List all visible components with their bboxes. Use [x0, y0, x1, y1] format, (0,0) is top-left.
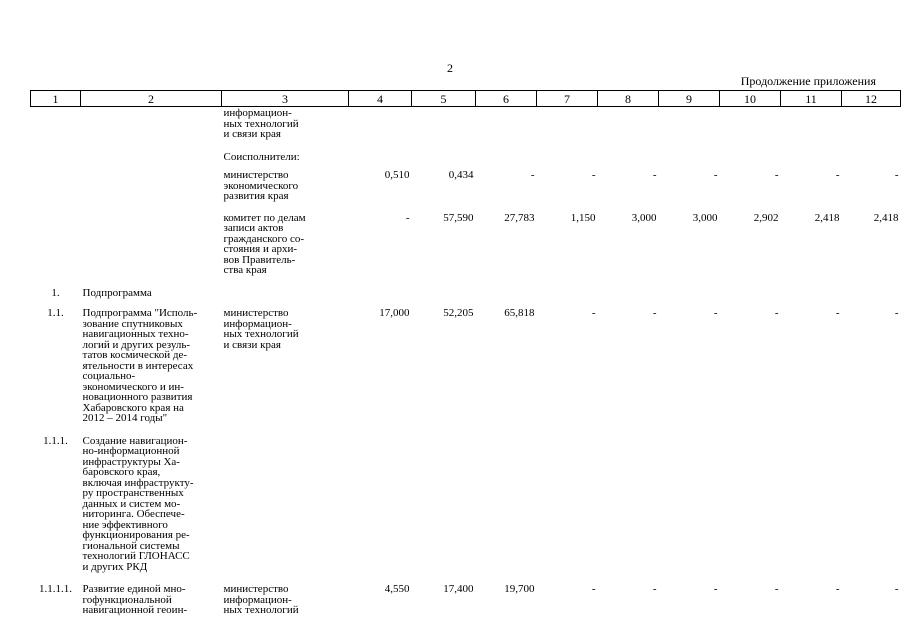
- executor-cell: [222, 301, 349, 427]
- activity-name-cell: [81, 165, 222, 205]
- activity-name-line: ру пространственных: [82, 487, 184, 499]
- value-cell-col-5: 17,400: [443, 583, 474, 595]
- value-cell-col-5: [412, 279, 476, 302]
- value-cell-col-6: [476, 279, 537, 302]
- activity-name-line: баровского края,: [82, 466, 161, 478]
- value-cell-col-7: [537, 279, 598, 302]
- value-cell-col-11: 2,418: [814, 211, 840, 224]
- value-cell-col-12: [842, 143, 901, 166]
- activity-name-line: Хабаровского края на: [82, 401, 184, 414]
- value-cell-col-10: [720, 279, 781, 302]
- value-cell-col-10: [720, 107, 781, 143]
- executor-line: записи актов: [223, 222, 284, 234]
- activity-name-line: 2012 – 2014 годы": [82, 412, 168, 424]
- activity-name-line: но-информационной: [82, 445, 180, 457]
- value-cell-col-9: 3,000: [692, 211, 718, 224]
- executor-line: ных технологий: [223, 604, 299, 616]
- value-cell-col-9: [659, 279, 720, 302]
- executor-cell: [222, 165, 349, 205]
- item-number-cell: [31, 107, 81, 143]
- value-cell-col-12: -: [894, 583, 899, 595]
- value-cell-col-9: [659, 427, 720, 576]
- value-cell-col-11: [781, 107, 842, 143]
- activity-name-line: данных и систем мо-: [82, 497, 181, 510]
- executor-line: гражданского со-: [223, 232, 305, 245]
- value-cell-col-10: [720, 143, 781, 166]
- value-cell-col-7: -: [591, 307, 596, 319]
- value-cell-col-7: -: [591, 583, 596, 595]
- activity-name-line: зование спутниковых: [82, 317, 183, 330]
- value-cell-col-9: -: [713, 583, 718, 595]
- activity-name-line: новационного развития: [82, 391, 193, 403]
- column-header: 6: [476, 91, 537, 107]
- value-cell-col-4: [349, 279, 412, 302]
- activity-name-line: гофункциональной: [82, 593, 172, 606]
- executor-line: Соисполнители:: [223, 150, 300, 163]
- table-row: [31, 279, 901, 302]
- column-header: 1: [31, 91, 81, 107]
- value-cell-col-7: [537, 427, 598, 576]
- item-number-cell: 1.: [51, 286, 60, 299]
- value-cell-col-7: -: [591, 169, 596, 181]
- item-number-cell: [31, 143, 81, 166]
- value-cell-col-10: -: [774, 583, 779, 595]
- column-header: 12: [842, 91, 901, 107]
- value-cell-col-8: [598, 107, 659, 143]
- executor-line: развития края: [223, 190, 289, 202]
- activity-name-line: татов космической де-: [82, 349, 188, 361]
- value-cell-col-11: [781, 427, 842, 576]
- activity-name-cell: [81, 205, 222, 279]
- table-row: [31, 107, 901, 143]
- value-cell-col-12: [842, 279, 901, 302]
- column-header: 5: [412, 91, 476, 107]
- activity-name-cell: [81, 575, 222, 619]
- value-cell-col-8: -: [652, 169, 657, 181]
- continuation-label: Продолжение приложения: [740, 74, 876, 88]
- value-cell-col-7: 1,150: [570, 211, 596, 224]
- activity-name-line: ятельности в интересах: [82, 359, 194, 372]
- executor-line: вов Правитель-: [223, 253, 296, 266]
- executor-line: и связи края: [223, 128, 281, 140]
- activity-name-cell: [81, 301, 222, 427]
- value-cell-col-4: 17,000: [379, 307, 410, 319]
- executor-line: экономического: [223, 179, 299, 192]
- value-cell-col-4: [349, 427, 412, 576]
- value-cell-col-5: [412, 427, 476, 576]
- activity-name-cell: [81, 143, 222, 166]
- value-cell-col-12: -: [894, 169, 899, 181]
- value-cell-col-9: -: [713, 169, 718, 181]
- value-cell-col-5: 57,590: [443, 211, 474, 224]
- column-header: 8: [598, 91, 659, 107]
- table-row: [31, 165, 901, 205]
- executor-line: и связи края: [223, 338, 281, 351]
- column-header: 9: [659, 91, 720, 107]
- value-cell-col-10: 2,902: [753, 211, 779, 224]
- activity-name-line: навигационных техно-: [82, 328, 189, 340]
- value-cell-col-6: [476, 143, 537, 166]
- value-cell-col-4: [349, 107, 412, 143]
- activity-name-line: ние эффективного: [82, 518, 168, 531]
- value-cell-col-9: -: [713, 307, 718, 319]
- executor-line: информацион-: [223, 593, 292, 606]
- value-cell-col-12: 2,418: [873, 211, 899, 224]
- executor-line: информацион-: [223, 317, 292, 330]
- executor-cell: [222, 143, 349, 166]
- table-row: [31, 143, 901, 166]
- value-cell-col-12: -: [894, 307, 899, 319]
- column-header: 11: [781, 91, 842, 107]
- value-cell-col-11: [781, 143, 842, 166]
- executor-line: ства края: [223, 264, 267, 276]
- appendix-table: [30, 90, 901, 619]
- value-cell-col-6: [476, 427, 537, 576]
- activity-name-line: Развитие единой мно-: [82, 583, 186, 595]
- activity-name-line: гиональной системы: [82, 539, 180, 552]
- table-row: [31, 205, 901, 279]
- value-cell-col-8: -: [652, 583, 657, 595]
- activity-name-line: инфраструктуры Ха-: [82, 455, 180, 468]
- executor-line: министерство: [223, 307, 289, 319]
- activity-name-cell: [81, 279, 222, 302]
- activity-name-line: ниторинга. Обеспече-: [82, 508, 185, 520]
- value-cell-col-11: [781, 279, 842, 302]
- item-number-cell: [31, 165, 81, 205]
- value-cell-col-8: [598, 427, 659, 576]
- value-cell-col-5: 0,434: [448, 169, 474, 181]
- value-cell-col-5: [412, 143, 476, 166]
- value-cell-col-11: -: [835, 583, 840, 595]
- activity-name-cell: [81, 427, 222, 576]
- value-cell-col-6: 65,818: [504, 307, 535, 319]
- value-cell-col-10: -: [774, 169, 779, 181]
- value-cell-col-4: -: [405, 211, 410, 224]
- activity-name-line: функционирования ре-: [82, 529, 190, 541]
- executor-cell: [222, 205, 349, 279]
- activity-name-line: и других РКД: [82, 560, 148, 573]
- executor-line: комитет по делам: [223, 211, 306, 224]
- value-cell-col-12: [842, 107, 901, 143]
- item-number-cell: 1.1.1.1.: [39, 583, 72, 595]
- executor-line: информацион-: [223, 107, 292, 119]
- value-cell-col-6: 19,700: [504, 583, 535, 595]
- column-header: 2: [81, 91, 222, 107]
- value-cell-col-4: 0,510: [384, 169, 410, 181]
- value-cell-col-9: [659, 107, 720, 143]
- executor-cell: [222, 107, 349, 143]
- activity-name-line: включая инфраструкту-: [82, 476, 194, 489]
- page-number: 2: [447, 61, 453, 75]
- value-cell-col-12: [842, 427, 901, 576]
- executor-line: министерство: [223, 169, 289, 181]
- table-row: [31, 301, 901, 427]
- executor-line: ных технологий: [223, 328, 299, 340]
- activity-name-line: навигационной геоин-: [82, 604, 188, 616]
- item-number-cell: 1.1.1.: [43, 434, 68, 447]
- value-cell-col-10: [720, 427, 781, 576]
- value-cell-col-4: 4,550: [384, 583, 410, 595]
- value-cell-col-11: -: [835, 169, 840, 181]
- activity-name-cell: [81, 107, 222, 143]
- column-number-row: [31, 91, 901, 107]
- value-cell-col-7: [537, 107, 598, 143]
- value-cell-col-6: [476, 107, 537, 143]
- value-cell-col-6: -: [530, 169, 535, 181]
- value-cell-col-5: 52,205: [443, 307, 474, 319]
- item-number-cell: [31, 205, 81, 279]
- executor-line: ных технологий: [223, 117, 299, 130]
- executor-cell: [222, 575, 349, 619]
- value-cell-col-8: [598, 279, 659, 302]
- activity-name-line: логий и других резуль-: [82, 338, 191, 351]
- value-cell-col-5: [412, 107, 476, 143]
- executor-line: министерство: [223, 583, 289, 595]
- executor-cell: [222, 279, 349, 302]
- value-cell-col-9: [659, 143, 720, 166]
- table-body: [31, 107, 901, 619]
- item-number-cell: 1.1.: [47, 307, 64, 319]
- column-header: 3: [222, 91, 349, 107]
- value-cell-col-8: -: [652, 307, 657, 319]
- column-header: 10: [720, 91, 781, 107]
- activity-name-line: социально-: [82, 370, 136, 382]
- value-cell-col-10: -: [774, 307, 779, 319]
- executor-cell: [222, 427, 349, 576]
- executor-line: стояния и архи-: [223, 243, 298, 255]
- value-cell-col-8: [598, 143, 659, 166]
- value-cell-col-6: 27,783: [504, 211, 535, 224]
- value-cell-col-4: [349, 143, 412, 166]
- activity-name-line: Подпрограмма "Исполь-: [82, 307, 198, 319]
- value-cell-col-7: [537, 143, 598, 166]
- activity-name-line: Подпрограмма: [82, 286, 152, 299]
- activity-name-line: технологий ГЛОНАСС: [82, 550, 190, 562]
- column-header: 7: [537, 91, 598, 107]
- table-row: [31, 427, 901, 576]
- value-cell-col-11: -: [835, 307, 840, 319]
- table-row: [31, 575, 901, 619]
- value-cell-col-8: 3,000: [631, 211, 657, 224]
- activity-name-line: Создание навигацион-: [82, 434, 188, 447]
- column-header: 4: [349, 91, 412, 107]
- activity-name-line: экономического и ин-: [82, 380, 184, 393]
